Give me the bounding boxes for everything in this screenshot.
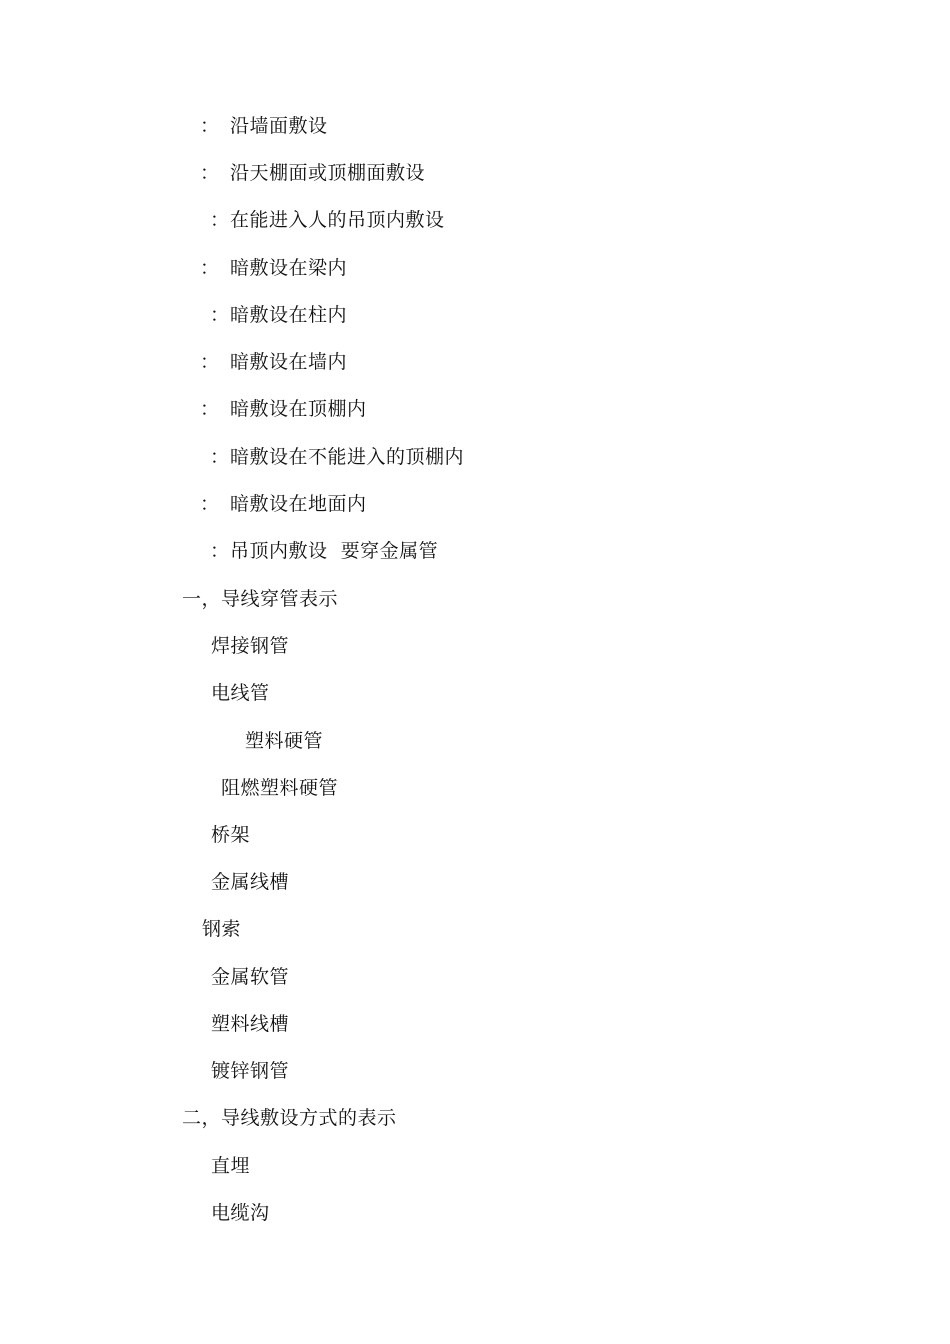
conduit-item: 电线管 bbox=[211, 682, 270, 704]
section-heading: 二，导线敷设方式的表示 bbox=[182, 1107, 397, 1129]
laying-method-line: 在能进入人的吊顶内敷设 bbox=[230, 209, 445, 231]
conduit-item: 桥架 bbox=[211, 824, 251, 846]
line-prefix: ： bbox=[200, 115, 220, 137]
laying-method-line: 沿天棚面或顶棚面敷设 bbox=[230, 162, 426, 184]
line-prefix: ： bbox=[210, 209, 230, 231]
line-prefix: ： bbox=[200, 162, 220, 184]
line-prefix: ： bbox=[210, 304, 230, 326]
laying-method-line: 暗敷设在梁内 bbox=[230, 257, 348, 279]
line-prefix: ： bbox=[210, 540, 230, 562]
line-prefix: ： bbox=[200, 398, 220, 420]
line-prefix: ： bbox=[210, 446, 230, 468]
conduit-item: 钢索 bbox=[202, 918, 242, 940]
conduit-item: 金属线槽 bbox=[211, 871, 290, 893]
line-prefix: ： bbox=[200, 257, 220, 279]
laying-method-line: 暗敷设在柱内 bbox=[230, 304, 348, 326]
conduit-item: 阻燃塑料硬管 bbox=[221, 777, 339, 799]
line-prefix: ： bbox=[200, 493, 220, 515]
section-heading: 一，导线穿管表示 bbox=[182, 588, 339, 610]
laying-method-line: 暗敷设在墙内 bbox=[230, 351, 348, 373]
conduit-item: 镀锌钢管 bbox=[211, 1060, 290, 1082]
laying-method-line: 暗敷设在地面内 bbox=[230, 493, 367, 515]
conduit-item: 塑料线槽 bbox=[211, 1013, 290, 1035]
conduit-item: 焊接钢管 bbox=[211, 635, 290, 657]
conduit-item: 塑料硬管 bbox=[245, 730, 324, 752]
line-prefix: ： bbox=[200, 351, 220, 373]
laying-method-line: 沿墙面敷设 bbox=[230, 115, 328, 137]
laying-method-line: 暗敷设在不能进入的顶棚内 bbox=[230, 446, 465, 468]
conduit-item: 金属软管 bbox=[211, 966, 290, 988]
laying-method-line: 暗敷设在顶棚内 bbox=[230, 398, 367, 420]
laying-item: 电缆沟 bbox=[211, 1202, 270, 1224]
laying-item: 直埋 bbox=[211, 1155, 251, 1177]
laying-method-line: 吊顶内敷设 要穿金属管 bbox=[230, 540, 439, 562]
